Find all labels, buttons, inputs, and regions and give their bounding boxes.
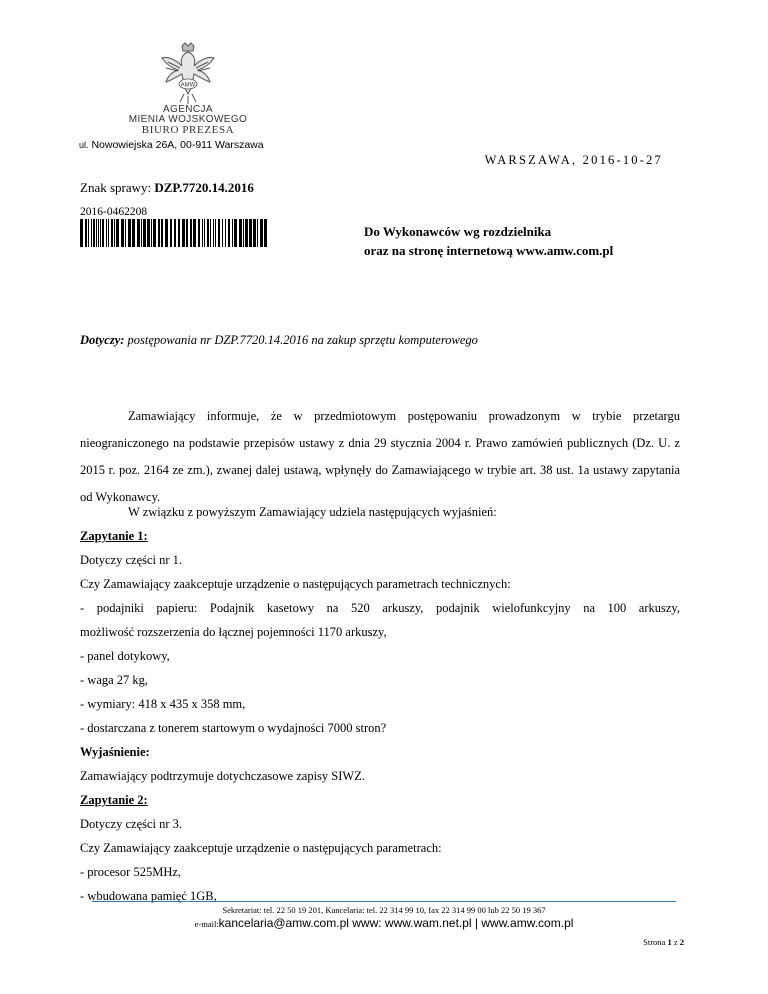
q1-item-1a: - podajniki papieru: Podajnik kasetowy na 520 arkuszy, podajnik wielofunkcyjny na 100 arkuszy, <box>80 601 680 615</box>
barcode-bar <box>141 219 142 247</box>
q2-question: Czy Zamawiający zaakceptuje urządzenie o następujących parametrach: <box>80 841 442 855</box>
barcode-bar <box>108 219 109 247</box>
q1-item-4: - wymiary: 418 x 435 x 358 mm, <box>80 697 246 711</box>
case-label: Znak sprawy: <box>80 180 152 195</box>
barcode-bar <box>153 219 156 247</box>
barcode-bar <box>245 219 248 247</box>
barcode-bar <box>132 219 135 247</box>
address-prefix: ul. <box>79 140 89 150</box>
barcode-bar <box>207 219 209 247</box>
page-total: 2 <box>679 937 684 947</box>
barcode-bar <box>96 219 97 247</box>
barcode-bar <box>232 219 233 247</box>
barcode-bar <box>249 219 252 247</box>
agency-name-line2: MIENIA WOJSKOWEGO <box>128 114 248 125</box>
barcode-bar <box>161 219 163 247</box>
q2-item-1: - procesor 525MHz, <box>80 865 182 879</box>
barcode-bar <box>170 219 172 247</box>
recipient-line2: oraz na stronę internetową www.amw.com.pl <box>364 243 614 258</box>
place-and-date: WARSZAWA, 2016-10-27 <box>484 153 663 167</box>
barcode-bar <box>257 219 258 247</box>
q2-item-2: - wbudowana pamięć 1GB, <box>80 889 217 903</box>
agency-address <box>79 139 264 151</box>
q2-heading: Zapytanie 2: <box>80 793 148 807</box>
barcode-bar <box>228 219 230 247</box>
q2-part: Dotyczy części nr 3. <box>80 817 183 831</box>
barcode-bar <box>80 219 83 247</box>
q1-answer-heading: Wyjaśnienie: <box>80 745 150 759</box>
barcode-bar <box>143 219 146 247</box>
barcode-bar <box>264 219 267 247</box>
barcode-bar <box>222 219 223 247</box>
barcode-bar <box>106 219 107 247</box>
barcode-bar <box>186 219 188 247</box>
barcode-bar <box>137 219 140 247</box>
barcode-bar <box>202 219 203 247</box>
barcode-bar <box>165 219 168 247</box>
q1-question: Czy Zamawiający zaakceptuje urządzenie o następujących parametrach technicznych: <box>80 577 511 591</box>
agency-name-line1: AGENCJA <box>162 104 214 115</box>
case-reference <box>80 180 254 196</box>
barcode-bar <box>114 219 115 247</box>
subject-label: Dotyczy: <box>80 333 125 347</box>
recipient-block <box>364 222 613 260</box>
q1-item-2: - panel dotykowy, <box>80 649 170 663</box>
barcode-bar <box>111 219 113 247</box>
page-label: Strona <box>643 937 666 947</box>
footer-divider <box>92 901 676 902</box>
barcode-bar <box>102 219 104 247</box>
q1-part: Dotyczy części nr 1. <box>80 553 183 567</box>
q1-item-3: - waga 27 kg, <box>80 673 149 687</box>
page-number <box>643 937 684 947</box>
barcode-bar <box>182 219 185 247</box>
barcode-bar <box>210 219 211 247</box>
agency-office: BIURO PREZESA <box>141 124 235 136</box>
barcode <box>80 219 269 247</box>
address-text: Nowowiejska 26A, 00-911 Warszawa <box>91 139 264 151</box>
barcode-bar <box>128 219 131 247</box>
barcode-bar <box>243 219 244 247</box>
barcode-bar <box>100 219 101 247</box>
barcode-bar <box>253 219 256 247</box>
barcode-bar <box>218 219 220 247</box>
barcode-bar <box>174 219 176 247</box>
barcode-bar <box>116 219 119 247</box>
barcode-bar <box>260 219 263 247</box>
barcode-bar <box>151 219 152 247</box>
barcode-bar <box>198 219 200 247</box>
page-current: 1 <box>667 937 672 947</box>
q1-item-1b: możliwość rozszerzenia do łącznej pojemności 1170 arkuszy, <box>80 625 387 639</box>
barcode-bar <box>121 219 124 247</box>
footer-contact <box>0 916 768 930</box>
barcode-bar <box>213 219 214 247</box>
q1-item-5: - dostarczana z tonerem startowym o wydajności 7000 stron? <box>80 721 387 735</box>
barcode-bar <box>88 219 89 247</box>
subject-text: postępowania nr DZP.7720.14.2016 na zakup sprzętu komputerowego <box>127 333 478 347</box>
amw-emblem-icon <box>160 42 216 108</box>
barcode-number: 2016-0462208 <box>80 206 148 218</box>
case-number: DZP.7720.14.2016 <box>154 180 254 195</box>
barcode-bar <box>158 219 160 247</box>
recipient-line1: Do Wykonawców wg rozdzielnika <box>364 224 552 239</box>
subject-line <box>80 333 478 348</box>
barcode-bar <box>204 219 205 247</box>
intro-paragraph-2: W związku z powyższym Zamawiający udziela następujących wyjaśnień: <box>128 505 497 519</box>
barcode-bar <box>190 219 192 247</box>
barcode-bar <box>234 219 237 247</box>
barcode-bar <box>239 219 242 247</box>
barcode-bar <box>147 219 150 247</box>
q1-answer: Zamawiający podtrzymuje dotychczasowe zapisy SIWZ. <box>80 769 365 783</box>
barcode-bar <box>178 219 180 247</box>
intro-paragraph: Zamawiający informuje, że w przedmiotowym postępowaniu prowadzonym w trybie przetargu nieograniczonego na podstawie przepisów ustawy z dnia 29 stycznia 2004 r. Prawo zamówień publicznych (Dz. U. z 2015 r. poz. 2164 ze zm.), zwanej dalej ustawą, wpłynęły do Zamawiającego w trybie art. 38 ust. 1a ustawy zapytania od Wykonawcy. <box>80 409 680 504</box>
barcode-bar <box>193 219 196 247</box>
barcode-bar <box>215 219 216 247</box>
barcode-bar <box>91 219 92 247</box>
footer-contact-links: kancelaria@amw.com.pl www: www.wam.net.pl | www.amw.com.pl <box>218 916 574 930</box>
q1-heading: Zapytanie 1: <box>80 529 148 543</box>
barcode-bar <box>93 219 95 247</box>
barcode-bar <box>125 219 126 247</box>
barcode-bar <box>98 219 99 247</box>
footer-email-label: e-mail: <box>194 919 219 929</box>
barcode-bar <box>85 219 87 247</box>
barcode-bar <box>225 219 226 247</box>
svg-text:AMW: AMW <box>180 82 196 89</box>
page-of: z <box>673 937 678 947</box>
footer-phones: Sekretariat: tel. 22 50 19 201, Kancelaria: tel. 22 314 99 10, fax 22 314 99 00 lub 22 50 19 367 <box>222 905 546 915</box>
